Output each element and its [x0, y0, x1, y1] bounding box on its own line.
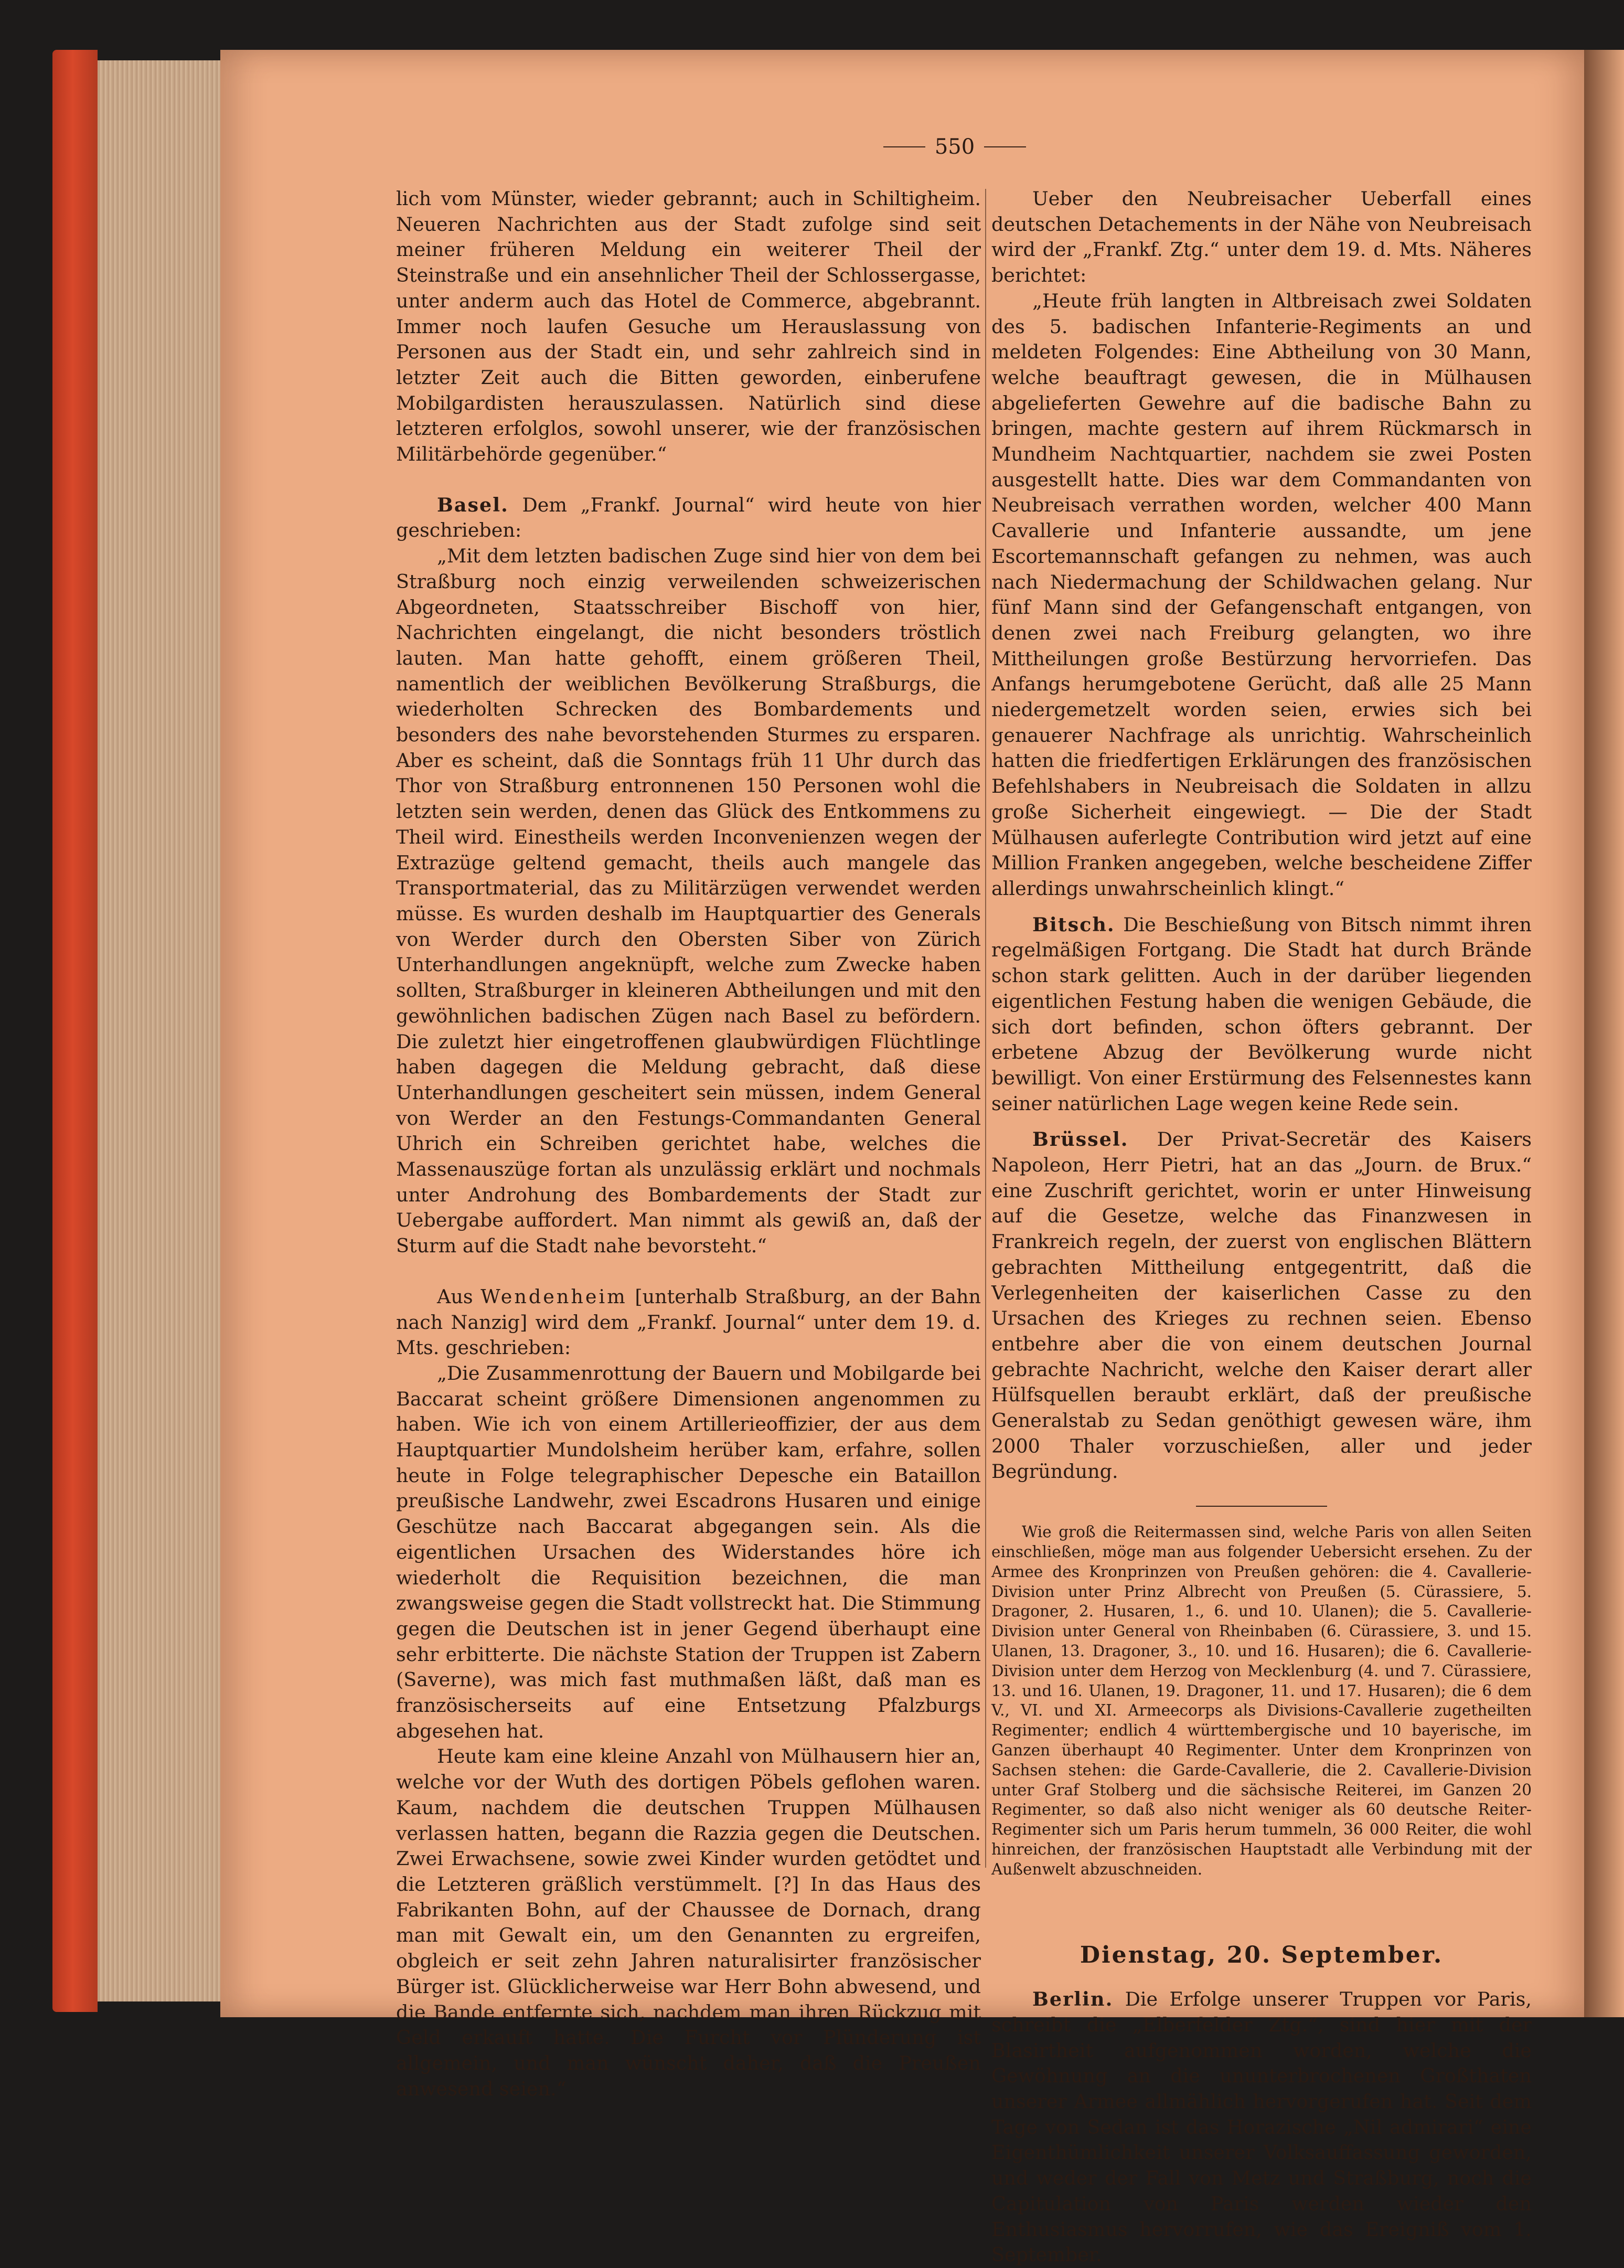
- paragraph-baccarat: „Die Zusammenrottung der Bauern und Mobilgarde bei Baccarat scheint größere Dimensionen angenommen zu haben. Wie ich von einem Artillerieoffizier, der aus dem Hauptquartier Mundolsheim herüber kam, erfahre, sollen heute in Folge telegraphischer Depesche ein Bataillon preußische Landwehr, zwei Escadrons Husaren und einige Geschütze nach Baccarat abgegangen sein. Als die eigentlichen Ursachen des Widerstandes höre ich wiederholt die Requisition bezeichnen, die man zwangsweise gegen die Stadt vollstreckt hat. Die Stimmung gegen die Deutschen ist in jener Gegend überhaupt eine sehr erbitterte. Die nächste Station der Truppen ist Zabern (Saverne), was mich fast muthmaßen läßt, daß man es französischerseits auf eine Entsetzung Pfalzburgs abgesehen hat.: [396, 1361, 981, 1742]
- dateline-berlin: Berlin.: [1032, 1988, 1114, 2011]
- right-column: [991, 186, 1532, 2268]
- paragraph-bitsch: [991, 912, 1532, 1117]
- paragraph-text: [unterhalb Straßburg, an der Bahn nach Nanzig] wird dem „Frankf. Journal“ unter dem 19. d. Mts. geschrieben:: [396, 1285, 981, 1359]
- paragraph-strassburg-fire: lich vom Münster, wieder gebrannt; auch in Schiltigheim. Neueren Nachrichten aus der Stadt zufolge sind seit meiner früheren Meldung ein weiterer Theil der Steinstraße und ein ansehnlicher Theil der Schlossergasse, unter anderm auch das Hotel de Commerce, abgebrannt. Immer noch laufen Gesuche um Herauslassung von Personen aus der Stadt ein, und sehr zahlreich sind in letzter Zeit auch die Bitten geworden, einberufene Mobilgardisten herauszulassen. Natürlich sind diese letzteren erfolglos, sowohl unserer, wie der französischen Militärbehörde gegenüber.“: [396, 187, 981, 466]
- left-column: [396, 186, 981, 2102]
- dateline-bitsch: Bitsch.: [1032, 913, 1115, 936]
- page-header: [871, 134, 1039, 160]
- dateline-wendenheim: Wendenheim: [480, 1285, 627, 1308]
- paragraph-text: Der Privat-Secretär des Kaisers Napoleon, Herr Pietri, hat an das „Journ. de Brux.“ eine Zuschrift gerichtet, worin er unter Hinweisung auf die Gesetze, welche das Finanzwesen in Frankreich regeln, der zuerst von englischen Blättern gebrachten Mittheilung entgegentritt, daß die Verlegenheiten der kaiserlichen Casse zu den Ursachen des Krieges zu rechnen seien. Ebenso entbehre aber die von einem deutschen Journal gebrachte Nachricht, welche den Kaiser derart aller Hülfsquellen beraubt erklärt, daß der preußische Generalstab zu Sedan genöthigt gewesen wäre, ihm 2000 Thaler vorzuschießen, aller und jeder Begründung.: [991, 1128, 1532, 1483]
- paragraph-muelhausen: Heute kam eine kleine Anzahl von Mülhausern hier an, welche vor der Wuth des dortigen Pöbels geflohen waren. Kaum, nachdem die deutschen Truppen Mülhausen verlassen hatten, begann die Razzia gegen die Deutschen. Zwei Erwachsene, sowie zwei Kinder wurden getödtet und die Letzteren gräßlich verstümmelt. [?] In das Haus des Fabrikanten Bohn, auf der Chaussee de Dornach, drang man mit Gewalt ein, um den Genannten zu ergreifen, obgleich er seit zehn Jahren naturalisirter französischer Bürger ist. Glücklicherweise war Herr Bohn abwesend, und die Bande entfernte sich, nachdem man ihren Rückzug mit Geld erkauft hatte. Die Furcht vor Plünderung ist allgemein, und man wünscht daher, daß die Preußen anwesend seien.“: [396, 1745, 981, 2100]
- header-rule-left: [883, 146, 925, 147]
- date-heading: Dienstag, 20. September.: [1080, 1941, 1444, 1968]
- paragraph-bruessel: [991, 1127, 1532, 1485]
- column-divider: [985, 189, 986, 1868]
- footnote-cavalry: Wie groß die Reitermassen sind, welche Paris von allen Seiten einschließen, möge man aus folgender Uebersicht ersehen. Zu der Armee des Kronprinzen von Preußen gehören: die 4. Cavallerie-Division unter Prinz Albrecht von Preußen (5. Cürassiere, 5. Dragoner, 2. Husaren, 1., 6. und 10. Ulanen); die 5. Cavallerie-Division unter General von Rheinbaben (6. Cürassiere, 3. und 15. Ulanen, 13. Dragoner, 3., 10. und 16. Husaren); die 6. Cavallerie-Division unter dem Herzog von Mecklenburg (4. und 7. Cürassiere, 13. und 16. Ulanen, 19. Dragoner, 11. und 17. Husaren); die 6 dem V., VI. und XI. Armeecorps als Divisions-Cavallerie zugetheilten Regimenter; endlich 4 württembergische und 10 bayerische, im Ganzen überhaupt 40 Regimenter. Unter dem Kronprinzen von Sachsen stehen: die Garde-Cavallerie, die 2. Cavallerie-Division unter Graf Stolberg und die sächsische Reiterei, im Ganzen 20 Regimenter, so daß also nicht weniger als 60 deutsche Reiter-Regimenter sich um Paris herum tummeln, 36 000 Reiter, die wohl hinreichen, der französischen Hauptstadt alle Verbindung mit der Außenwelt abzuschneiden.: [991, 1523, 1532, 1878]
- dateline-bruessel: Brüssel.: [1032, 1128, 1129, 1151]
- paragraph-basel-report: „Mit dem letzten badischen Zuge sind hier von dem bei Straßburg noch einzig verweilenden schweizerischen Abgeordneten, Staatsschreiber Bischoff von hier, Nachrichten eingelangt, die nicht besonders tröstlich lauten. Man hatte gehofft, einem größeren Theil, namentlich der weiblichen Bevölkerung Straßburgs, die wiederholten Schrecken des Bombardements und besonders des nahe bevorstehenden Sturmes zu ersparen. Aber es scheint, daß die Sonntags früh 11 Uhr durch das Thor von Straßburg entronnenen 150 Personen wohl die letzten sein werden, denen das Glück des Entkommens zu Theil wird. Einestheils werden Inconvenienzen wegen der Extrazüge geltend gemacht, theils auch mangele das Transportmaterial, das zu Militärzügen verwendet werden müsse. Es wurden deshalb im Hauptquartier des Generals von Werder durch den Obersten Siber von Zürich Unterhandlungen angeknüpft, welche zum Zwecke haben sollten, Straßburger in kleineren Abtheilungen und mit den gewöhnlichen badischen Zügen nach Basel zu befördern. Die zuletzt hier eingetroffenen glaubwürdigen Flüchtlinge haben dagegen die Meldung gebracht, daß diese Unterhandlungen gescheitert sein müssen, indem General von Werder an den Festungs-Commandanten General Uhrich ein Schreiben gerichtet habe, welches die Massenauszüge fortan als unzulässig erklärt und nochmals unter Androhung des Bombardements der Stadt zur Uebergabe auffordert. Man nimmt als gewiß an, daß der Sturm auf die Stadt nahe bevorsteht.“: [396, 545, 981, 1258]
- paragraph-wendenheim-intro: [396, 1284, 981, 1361]
- facing-page-edge: [1584, 50, 1624, 2017]
- paragraph-text: Aus: [437, 1285, 481, 1308]
- paragraph-neubreisach-intro: Ueber den Neubreisacher Ueberfall eines deutschen Detachements in der Nähe von Neubreisach wird der „Frankf. Ztg.“ unter dem 19. d. Mts. Näheres berichtet:: [991, 187, 1532, 287]
- paragraph-berlin: [991, 1987, 1532, 2268]
- paragraph-basel-intro: [396, 493, 981, 544]
- book-spine: [52, 50, 98, 2012]
- paragraph-neubreisach-report: „Heute früh langten in Altbreisach zwei Soldaten des 5. badischen Infanterie-Regiments an und meldeten Folgendes: Eine Abtheilung von 30 Mann, welche beauftragt gewesen, die in Mülhausen abgelieferten Gewehre auf die badische Bahn zu bringen, machte gestern auf ihrem Rückmarsch in Mundheim Nachtquartier, nachdem sie zwei Posten ausgestellt hatte. Dies war dem Commandanten von Neubreisach verrathen worden, welcher 400 Mann Cavallerie und Infanterie aussandte, um jene Escortemannschaft gefangen zu nehmen, was auch nach Niedermachung der Schildwachen gelang. Nur fünf Mann sind der Gefangenschaft entgangen, von denen zwei nach Freiburg gelangten, wo ihre Mittheilungen große Bestürzung hervorriefen. Das Anfangs herumgebotene Gerücht, daß alle 25 Mann niedergemetzelt worden seien, erwies sich bei genauerer Nachfrage als unrichtig. Wahrscheinlich hatten die friedfertigen Erklärungen des französischen Befehlshabers in Neubreisach die Soldaten in allzu große Sicherheit eingewiegt. — Die der Stadt Mülhausen auferlegte Contribution wird jetzt auf eine Million Franken angegeben, welche bescheidene Ziffer allerdings unwahrscheinlich klingt.“: [991, 289, 1532, 900]
- paragraph-text: Dem „Frankf. Journal“ wird heute von hier geschrieben:: [396, 493, 981, 542]
- header-rule-right: [984, 146, 1026, 147]
- page-number: 550: [934, 135, 975, 159]
- page-edges: [98, 60, 223, 2001]
- footnote-separator: [1196, 1506, 1327, 1507]
- paragraph-text: Die Beschießung von Bitsch nimmt ihren regelmäßigen Fortgang. Die Stadt hat durch Brände schon stark gelitten. Auch in der darüber liegenden eigentlichen Festung haben die wenigen Gebäude, die sich dort befinden, schon öfters gebrannt. Der erbetene Abzug der Bevölkerung wurde nicht bewilligt. Von einer Erstürmung des Felsennestes kann seiner natürlichen Lage wegen keine Rede sein.: [991, 913, 1532, 1115]
- paragraph-text: Die Erfolge unserer Truppen vor Paris, schreibt die „Elberfelder Ztg.“, sind hier mit der Blasirtheit aufgenommen worden, welche die Gewöhnung an die ununterbrochenen Großthaten unserer Armee allmählich hervorgerufen hat. Seit dem Tage von Sedan ist das Horazische „Nil admirari“ eine Eigenthümlichkeit unserer Volksauffassung geworden, und weder der Fall von Metz und Straßburg, noch die Capitulation von Paris werden wieder den Enthusiasmus hervorrufen, wie das Ereigniß vom 1. September.: [991, 1988, 1532, 2266]
- dateline-basel: Basel.: [437, 493, 509, 516]
